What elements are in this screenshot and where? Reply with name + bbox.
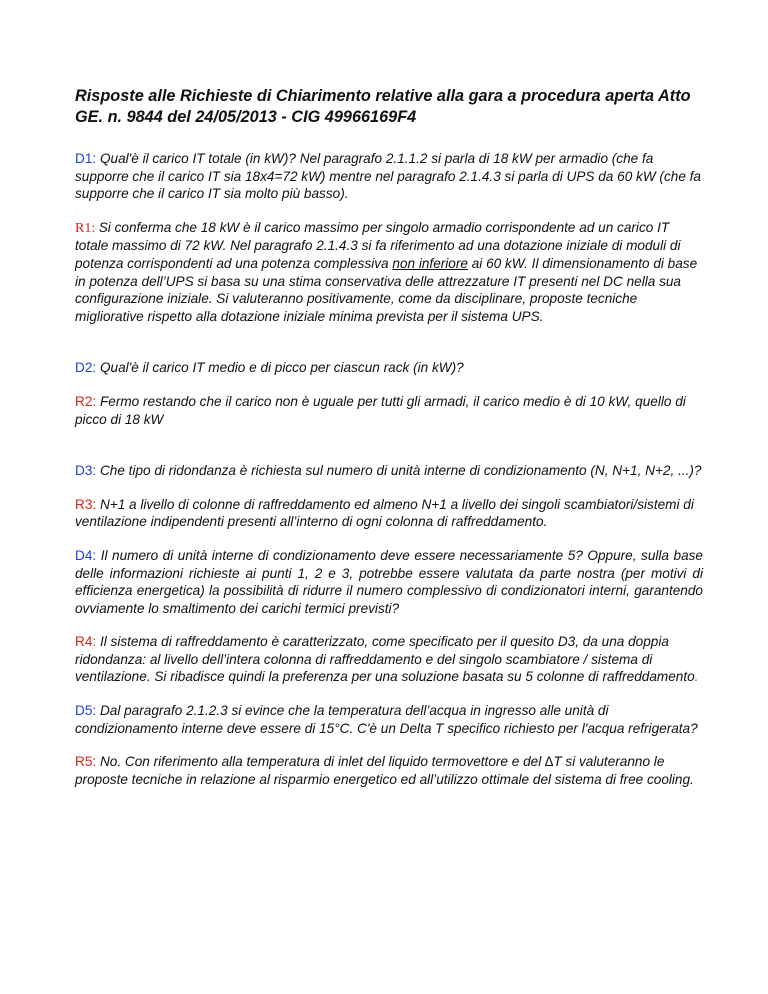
- document-title: Risposte alle Richieste di Chiarimento relative alla gara a procedura aperta Atto GE. n. 9844 del 24/05/2013 - CIG 49966169F4: [75, 87, 691, 126]
- answer-r5: R5: No. Con riferimento alla temperatura di inlet del liquido termovettore e del ∆T si valuteranno le proposte tecniche in relazione al risparmio energetico ed all’utilizzo ottimale del sistema di free cooling.: [75, 754, 694, 787]
- answer-text: Fermo restando che il carico non è uguale per tutti gli armadi, il carico medio è di 10 kW, quello di picco di 18 kW: [75, 393, 686, 427]
- question-label: D1: [75, 151, 93, 166]
- question-d3: D3: Che tipo di ridondanza è richiesta sul numero di unità interne di condizionamento (N, N+1, N+2, ...)?: [75, 463, 702, 479]
- answer-r1: R1: Si conferma che 18 kW è il carico massimo per singolo armadio corrispondente ad un carico IT totale massimo di 72 kW. Nel paragrafo 2.1.4.3 si fa riferimento ad una dotazione iniziale di moduli di potenza corrispondenti ad una potenza complessiva non inferiore ai 60 kW. Il dimensionamento di base in potenza dell’UPS si basa su una stima conservativa delle attrezzature IT presenti nel DC nella sua configurazione iniziale. Si valuteranno positivamente, come da disciplinare, proposte tecniche migliorative rispetto alla dotazione iniziale minima prevista per il sistema UPS.: [75, 219, 698, 324]
- question-text: Qual'è il carico IT totale (in kW)? Nel paragrafo 2.1.1.2 si parla di 18 kW per armadio (che fa supporre che il carico IT sia 18x4=72 kW) mentre nel paragrafo 2.1.4.3 si parla di UPS da 60 kW (che fa supporre che il carico IT sia molto più basso).: [75, 151, 701, 202]
- question-label: D4: [75, 547, 93, 563]
- answer-label: R2: [75, 393, 93, 409]
- answer-text: No. Con riferimento alla temperatura di inlet del liquido termovettore e del ∆T si valuteranno le proposte tecniche in relazione al risparmio energetico ed all’utilizzo ottimale del sistema di free cooling.: [75, 754, 694, 787]
- answer-r2: R2: Fermo restando che il carico non è uguale per tutti gli armadi, il carico medio è di 10 kW, quello di picco di 18 kW: [75, 393, 686, 427]
- answer-label: R4: [75, 634, 93, 650]
- question-label: D5: [75, 703, 93, 719]
- question-d1: D1: Qual'è il carico IT totale (in kW)? Nel paragrafo 2.1.1.2 si parla di 18 kW per armadio (che fa supporre che il carico IT sia 18x4=72 kW) mentre nel paragrafo 2.1.4.3 si parla di UPS da 60 kW (che fa supporre che il carico IT sia molto più basso).: [75, 151, 701, 202]
- answer-label: R3: [75, 496, 93, 512]
- answer-text: Il sistema di raffreddamento è caratterizzato, come specificato per il quesito D3, da una doppia ridondanza: al livello dell’intera colonna di raffreddamento e del singolo scambiatore / sistema di ventilazione. Si ribadisce quindi la preferenza per una soluzione basata su 5 colonne di raffreddamento: [75, 634, 695, 685]
- question-d4: D4: Il numero di unità interne di condizionamento deve essere necessariamente 5? Oppure, sulla base delle informazioni richieste ai punti 1, 2 e 3, potrebbe essere valutata da parte nostra (per motivi di efficienza energetica) la possibilità di ridurre il numero complessivo di condizionatori interni, garantendo ovviamente lo smaltimento dei carichi termici previsti?: [75, 547, 703, 616]
- answer-text: N+1 a livello di colonne di raffreddamento ed almeno N+1 a livello dei singoli scambiatori/sistemi di ventilazione indipendenti presenti all’interno di ogni colonna di raffreddamento.: [75, 496, 694, 530]
- answer-label: R5: [75, 754, 93, 770]
- question-text: Dal paragrafo 2.1.2.3 si evince che la temperatura dell’acqua in ingresso alle unità di condizionamento interne deve essere di 15°C. C'è un Delta T specifico richiesto per l'acqua refrigerata?: [75, 703, 698, 736]
- question-text: Qual'è il carico IT medio e di picco per ciascun rack (in kW)?: [99, 360, 464, 376]
- trailing-period: .: [694, 669, 699, 685]
- answer-r3: R3: N+1 a livello di colonne di raffreddamento ed almeno N+1 a livello dei singoli scambiatori/sistemi di ventilazione indipendenti presenti all’interno di ogni colonna di raffreddamento.: [75, 496, 694, 530]
- underlined-text: non inferiore: [392, 255, 468, 271]
- question-label: D2: [75, 360, 93, 376]
- question-text: Che tipo di ridondanza è richiesta sul numero di unità interne di condizionamento (N, N+1, N+2, ...)?: [99, 463, 702, 479]
- document-page: [75, 86, 703, 788]
- question-d2: D2: Qual'è il carico IT medio e di picco per ciascun rack (in kW)?: [75, 360, 464, 376]
- answer-text: Si conferma che 18 kW è il carico massimo per singolo armadio corrispondente ad un carico IT totale massimo di 72 kW. Nel paragrafo 2.1.4.3 si fa riferimento ad una dotazione iniziale di moduli di potenza corrispondenti ad una potenza complessiva: [75, 219, 681, 271]
- answer-label: R1: [75, 220, 92, 236]
- question-label: D3: [75, 463, 93, 479]
- answer-r4: R4: Il sistema di raffreddamento è caratterizzato, come specificato per il quesito D3, da una doppia ridondanza: al livello dell’intera colonna di raffreddamento e del singolo scambiatore / sistema di ventilazione. Si ribadisce quindi la preferenza per una soluzione basata su 5 colonne di raffreddamento.: [75, 634, 699, 685]
- question-d5: D5: Dal paragrafo 2.1.2.3 si evince che la temperatura dell’acqua in ingresso alle unità di condizionamento interne deve essere di 15°C. C'è un Delta T specifico richiesto per l'acqua refrigerata?: [75, 703, 698, 736]
- question-text: Il numero di unità interne di condizionamento deve essere necessariamente 5? Oppure, sulla base delle informazioni richieste ai punti 1, 2 e 3, potrebbe essere valutata da parte nostra (per motivi di efficienza energetica) la possibilità di ridurre il numero complessivo di condizionatori interni, garantendo ovviamente lo smaltimento dei carichi termici previsti?: [75, 547, 703, 616]
